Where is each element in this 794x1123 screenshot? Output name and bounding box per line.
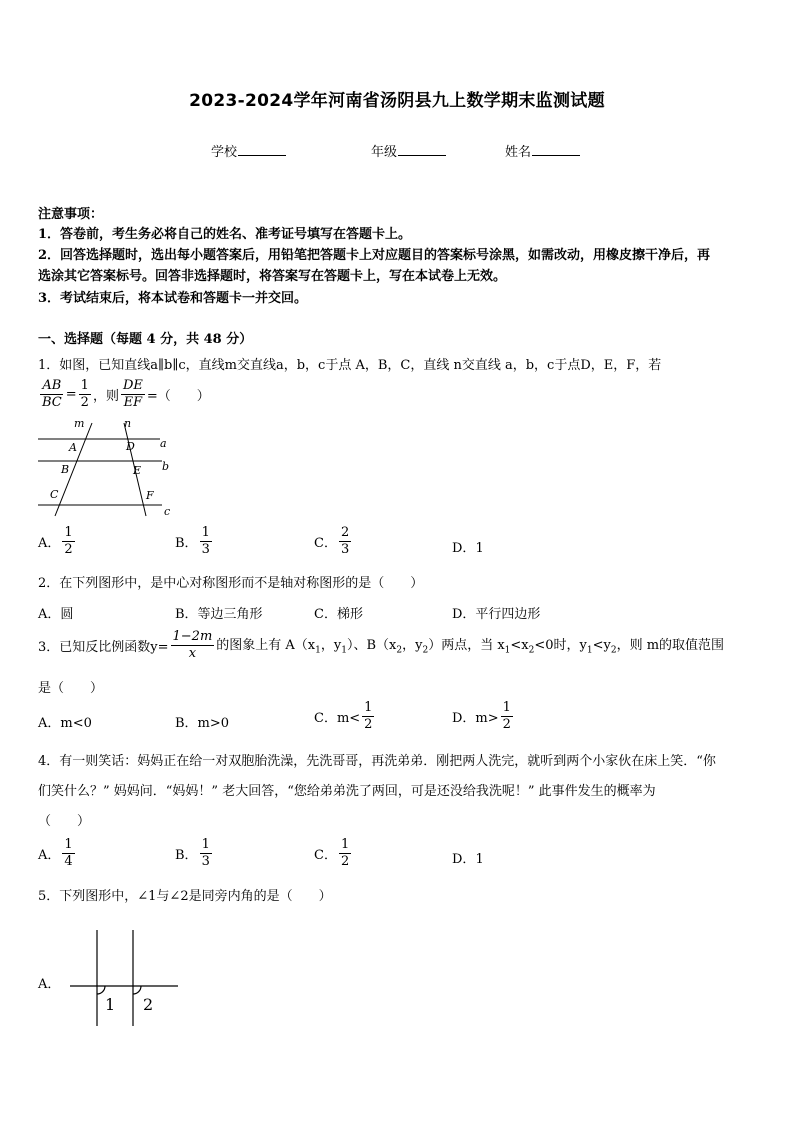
fig-label-D: D <box>126 440 135 453</box>
name-label: 姓名 <box>505 145 532 160</box>
name-field <box>505 141 580 160</box>
fig-label-c: c <box>164 505 171 518</box>
q1-option-a[interactable]: A． $\frac{1}{2}$ <box>38 525 73 557</box>
fig-label-F: F <box>146 489 154 502</box>
q4-stem-line2: 们笑什么？” 妈妈问．“妈妈！” 老大回答，“您给弟弟洗了两回，可是还没给我洗呢！” 此事件发生的概率为 <box>38 784 656 799</box>
grade-field <box>371 141 446 160</box>
note-1: 1．答卷前，考生务必将自己的姓名、准考证号填写在答题卡上。 <box>38 227 412 242</box>
q3-option-a[interactable]: A．m<0 <box>38 716 92 731</box>
q4-option-d[interactable]: D．1 <box>452 852 484 867</box>
grade-blank <box>398 144 446 156</box>
fig-label-n: n <box>124 417 132 430</box>
q4-stem-line3: （ ） <box>38 814 91 829</box>
angle-2-label: 2 <box>143 995 154 1014</box>
q1-then: ，则 <box>92 388 119 404</box>
school-label: 学校 <box>211 145 238 160</box>
q4-option-b[interactable]: B． $\frac{1}{3}$ <box>175 837 210 869</box>
notes-heading: 注意事项： <box>38 207 104 222</box>
q1-parallel-lines-figure <box>34 415 184 521</box>
q2-stem: 2．在下列图形中，是中心对称图形而不是轴对称图形的是（ ） <box>38 576 424 591</box>
note-2a: 2．回答选择题时，选出每小题答案后，用铅笔把答题卡上对应题目的答案标号涂黑，如需改动，用橡皮擦干净后，再 <box>38 248 711 263</box>
name-blank <box>532 144 580 156</box>
fig-label-b: b <box>162 460 170 473</box>
q1-frac-de-ef: $\frac{DE}{EF}$ <box>122 378 143 410</box>
q3-stem: 3．已知反比例函数y= $\frac{1-2m}{x}$ 的图象上有 $A(x_1$，$y_1$）、$B(x_2$，$y_2$）两点，当 $x_1<x_2<0$时，$y_1<y_2$，则 m的取值范围 <box>38 629 725 661</box>
fig-label-a: a <box>160 437 167 450</box>
q3-option-d[interactable]: D．m> $\frac{1}{2}$ <box>452 700 511 732</box>
q1-frac-ab-bc: $\frac{AB}{BC}$ <box>42 378 62 410</box>
fig-label-B: B <box>61 463 70 476</box>
q2-option-b[interactable]: B．等边三角形 <box>175 607 263 622</box>
page-title: 2023-2024学年河南省汤阴县九上数学期末监测试题 <box>189 91 605 111</box>
fig-label-C: C <box>50 488 59 501</box>
school-blank <box>238 144 286 156</box>
q1-option-d[interactable]: D．1 <box>452 541 484 556</box>
q5-option-a-figure <box>66 928 186 1028</box>
fig-label-m: m <box>74 417 85 430</box>
q3-stem-line2: 是（ ） <box>38 681 104 696</box>
note-2b: 选涂其它答案标号。回答非选择题时，将答案写在答题卡上，写在本试卷上无效。 <box>38 269 507 284</box>
fig-label-A: A <box>69 441 77 454</box>
section-heading: 一、选择题（每题 4 分，共 48 分） <box>38 332 253 347</box>
q1-frac-half: $\frac{1}{2}$ <box>80 378 89 410</box>
school-field <box>211 141 286 160</box>
angle-1-label: 1 <box>105 995 116 1014</box>
q1-equals: = <box>65 386 77 402</box>
q1-tail: =（ ） <box>146 388 210 404</box>
grade-label: 年级 <box>371 145 398 160</box>
q4-option-a[interactable]: A． $\frac{1}{4}$ <box>38 837 73 869</box>
q1-option-c[interactable]: C． $\frac{2}{3}$ <box>314 525 350 557</box>
fig-label-E: E <box>133 464 142 477</box>
q1-condition <box>38 379 210 409</box>
q1-option-b[interactable]: B． $\frac{1}{3}$ <box>175 525 210 557</box>
q5-stem: 5．下列图形中，∠1与∠2是同旁内角的是（ ） <box>38 889 332 904</box>
q4-option-c[interactable]: C． $\frac{1}{2}$ <box>314 837 350 869</box>
q5-option-a-label[interactable]: A． <box>38 977 61 992</box>
q2-option-a[interactable]: A．圆 <box>38 607 74 622</box>
q4-stem-line1: 4．有一则笑话：妈妈正在给一对双胞胎洗澡，先洗哥哥，再洗弟弟．刚把两人洗完，就听到两个小家伙在床上笑．“你 <box>38 754 716 769</box>
q3-option-b[interactable]: B．m>0 <box>175 716 230 731</box>
q2-option-c[interactable]: C．梯形 <box>314 607 363 622</box>
note-3: 3．考试结束后，将本试卷和答题卡一并交回。 <box>38 291 308 306</box>
q2-option-d[interactable]: D．平行四边形 <box>452 607 541 622</box>
q3-option-c[interactable]: C．m< $\frac{1}{2}$ <box>314 700 373 732</box>
q3-fraction: $\frac{1-2m}{x}$ <box>172 629 213 661</box>
q1-stem: 1．如图，已知直线a∥b∥c，直线m交直线a，b，c于点 A，B，C，直线 n交直线 a，b，c于点D，E，F，若 <box>38 358 662 373</box>
